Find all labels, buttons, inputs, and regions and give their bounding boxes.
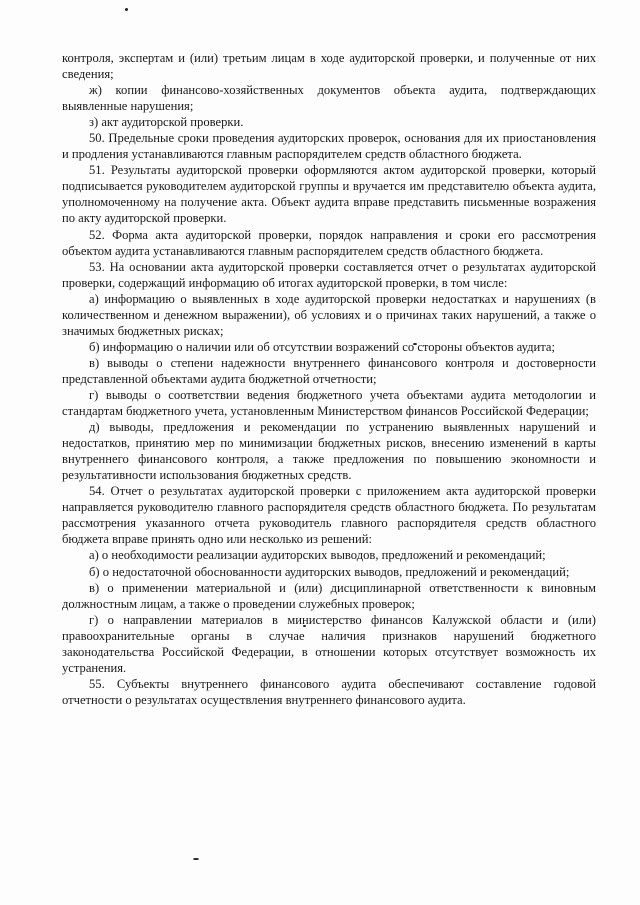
paragraph-53-d: д) выводы, предложения и рекомендации по устранению выявленных нарушений и недостатков, принятию мер по минимизации бюджетных рисков, внесению изменений в карты внутреннего финансового контроля, а также предложения по повышению экономности и результативности использования бюджетных средств. xyxy=(62,420,596,483)
paragraph-51: 51. Результаты аудиторской проверки оформляются актом аудиторской проверки, который подписывается руководителем аудиторской группы и вручается им представителю объекта аудита, уполномоченному на получение акта. Объект аудита вправе представить письменные возражения по акту аудиторской проверки. xyxy=(62,163,596,226)
paragraph-53-g: г) выводы о соответствии ведения бюджетного учета объектами аудита методологии и стандартам бюджетного учета, установленным Министерством финансов Российской Федерации; xyxy=(62,387,596,419)
paragraph-52: 52. Форма акта аудиторской проверки, порядок направления и сроки его рассмотрения объектом аудита устанавливаются главным распорядителем средств областного бюджета. xyxy=(62,227,596,258)
scan-speck xyxy=(193,858,199,860)
paragraph-item-zh: ж) копии финансово-хозяйственных документов объекта аудита, подтверждающих выявленные нарушения; xyxy=(62,83,596,114)
document-body xyxy=(62,50,596,708)
paragraph-53: 53. На основании акта аудиторской проверки составляется отчет о результатах аудиторской проверки, содержащий информацию об итогах аудиторской проверки, в том числе: xyxy=(62,259,596,290)
scan-speck xyxy=(125,8,128,11)
paragraph-53-b: б) информацию о наличии или об отсутствии возражений со стороны объектов аудита; xyxy=(89,339,556,354)
paragraph-continuation: контроля, экспертам и (или) третьим лицам в ходе аудиторской проверки, и полученные от них сведения; xyxy=(62,51,596,82)
paragraph-50: 50. Предельные сроки проведения аудиторских проверок, основания для их приостановления и продления устанавливаются главным распорядителем средств областного бюджета. xyxy=(62,131,596,162)
paragraph-item-z: з) акт аудиторской проверки. xyxy=(89,115,244,130)
paragraph-54-g: г) о направлении материалов в министерство финансов Калужской области и (или) правоохранительные органы в случае наличия признаков нарушений бюджетного законодательства Российской Федерации, в отношении которых отсутствует возможность их устранения. xyxy=(62,612,596,675)
paragraph-54-a: а) о необходимости реализации аудиторских выводов, предложений и рекомендаций; xyxy=(89,548,546,563)
paragraph-53-a: а) информацию о выявленных в ходе аудиторской проверки недостатках и нарушениях (в количественном и денежном выражении), об условиях и о причинах таких нарушений, а также о значимых бюджетных рисках; xyxy=(62,291,596,338)
paragraph-54: 54. Отчет о результатах аудиторской проверки с приложением акта аудиторской проверки направляется руководителю главного распорядителя средств областного бюджета. По результатам рассмотрения указанного отчета руководитель главного распорядителя средств областного бюджета вправе принять одно или несколько из решений: xyxy=(62,484,596,547)
paragraph-54-b: б) о недостаточной обоснованности аудиторских выводов, предложений и рекомендаций; xyxy=(89,564,570,579)
paragraph-54-v: в) о применении материальной и (или) дисциплинарной ответственности к виновным должностным лицам, а также о проведении служебных проверок; xyxy=(62,580,596,611)
paragraph-55: 55. Субъекты внутреннего финансового аудита обеспечивают составление годовой отчетности о результатах осуществления внутреннего финансового аудита. xyxy=(62,676,596,707)
paragraph-53-v: в) выводы о степени надежности внутреннего финансового контроля и достоверности представленной объектами аудита бюджетной отчетности; xyxy=(62,355,596,386)
